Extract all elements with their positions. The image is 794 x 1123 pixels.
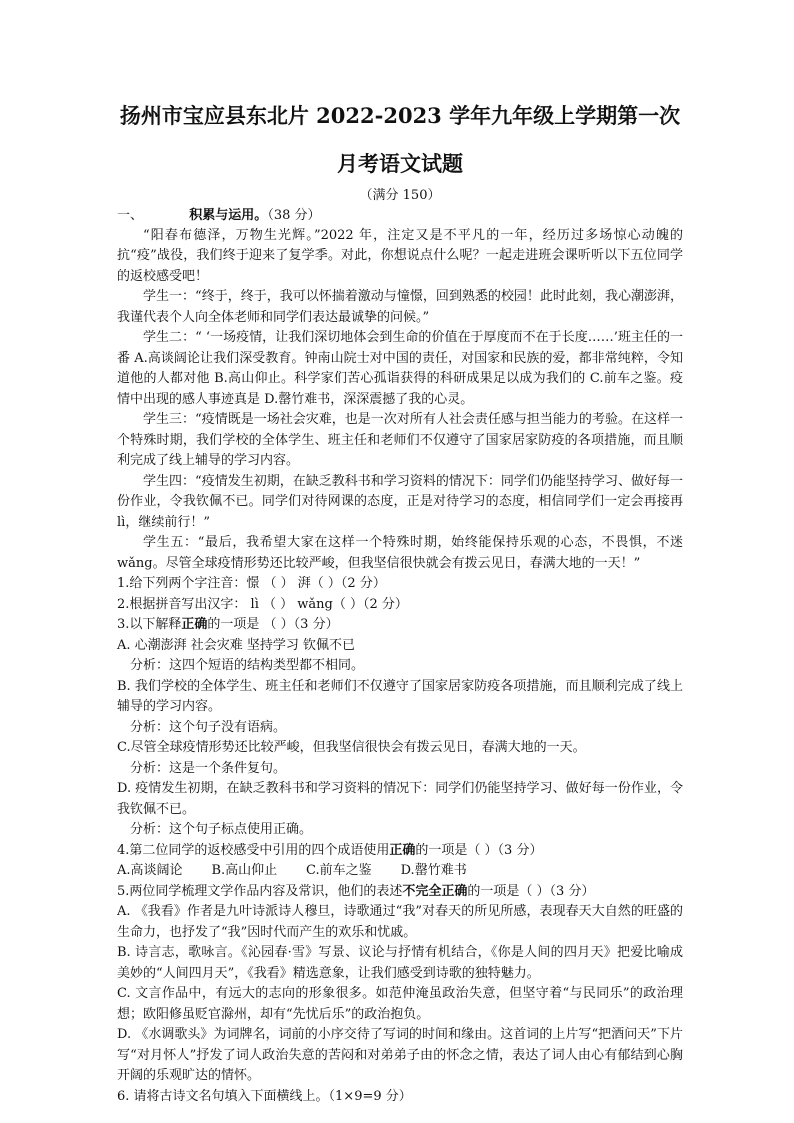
q3-option-c: C.尽管全球疫情形势还比较严峻，但我坚信很快会有拨云见日，春满大地的一天。 <box>117 740 586 756</box>
q3-analysis-a: 分析：这四个短语的结构类型都不相同。 <box>130 658 365 674</box>
section1-heading <box>117 206 683 226</box>
exam-page <box>117 96 683 1107</box>
q4-stem-bold: 正确 <box>389 842 416 858</box>
q3-analysis-b: 分析：这个句子没有语病。 <box>130 719 287 735</box>
section1-title: 积累与运用。 <box>189 207 268 223</box>
question-1: 1.给下列两个字注音：憬 （ ） 湃（ ）（2 分） <box>117 576 386 592</box>
q4-stem-post: 的一项是（ ）（3 分） <box>415 842 543 858</box>
section1-points: （38 分） <box>267 207 321 223</box>
q3-option-d: D. 疫情发生初期，在缺乏教科书和学习资料的情况下：同学们仍能坚持学习、做好每一份作业，令我钦佩不已。 <box>117 781 683 817</box>
question-2: 2.根据拼音写出汉字： lì （ ） wǎng（ ）（2 分） <box>117 596 408 612</box>
intro-paragraph: “阳春布德泽，万物生光辉。”2022 年，注定又是不平凡的一年，经历过多场惊心动魄的抗“疫”战役，我们终于迎来了复学季。对此，你想说点什么呢？一起走进班会课听听以下五位同学的返校感受吧！ <box>117 227 683 284</box>
q3-option-a: A. 心潮澎湃 社会灾难 坚持学习 钦佩不已 <box>117 637 356 653</box>
question-4-stem <box>117 841 683 862</box>
q5-stem-post: 的一项是（ ）（3 分） <box>467 883 595 899</box>
q4-options: A.高谈阔论 B.高山仰止 C.前车之鉴 D.罄竹难书 <box>117 863 467 879</box>
q5-option-a: A. 《我看》作者是九叶诗派诗人穆旦，诗歌通过“我”对春天的所见所感，表现春天大自然的旺盛的生命力，也抒发了“我”因时代而产生的欢乐和忧戚。 <box>117 904 683 940</box>
question-6: 6. 请将古诗文名句填入下面横线上。（1×9=9 分） <box>117 1088 412 1104</box>
full-score: （满分 150） <box>359 187 441 203</box>
q4-stem-pre: 4.第二位同学的返校感受中引用的四个成语使用 <box>117 842 390 858</box>
question-3-stem <box>117 615 683 636</box>
q5-option-c: C. 文言作品中，有远大的志向的形象很多。如范仲淹虽政治失意，但坚守着“与民同乐”的政治理想；欧阳修虽贬官滁州，却有“先忧后乐”的政治抱负。 <box>117 986 683 1022</box>
section1-number: 一、 <box>117 207 144 223</box>
exam-title-line1: 扬州市宝应县东北片 2022-2023 学年九年级上学期第一次 <box>119 103 681 128</box>
exam-title-line2: 月考语文试题 <box>337 150 463 176</box>
q5-stem-pre: 5.两位同学梳理文学作品内容及常识，他们的表述 <box>117 883 403 899</box>
q3-stem-bold: 正确 <box>181 617 208 633</box>
q5-stem-bold: 不完全正确 <box>402 883 468 899</box>
student3-paragraph: 学生三：“疫情既是一场社会灾难，也是一次对所有人社会责任感与担当能力的考验。在这样一个特殊时期，我们学校的全体学生、班主任和老师们不仅遵守了国家居家防疫的各项措施，而且顺利完成了线上辅导的学习内容。 <box>117 412 683 469</box>
student1-paragraph: 学生一：“终于，终于，我可以怀揣着激动与憧憬，回到熟悉的校园！此时此刻，我心潮澎湃，我谨代表个人向全体老师和同学们表达最诚挚的问候。” <box>117 289 683 325</box>
exam-title <box>117 96 683 184</box>
question-5-stem <box>117 882 683 903</box>
q5-option-b: B. 诗言志，歌咏言。《沁园春·雪》写景、议论与抒情有机结合，《你是人间的四月天》把爱比喻成美妙的“人间四月天”，《我看》精选意象，让我们感受到诗歌的独特魅力。 <box>117 945 683 981</box>
student2-paragraph: 学生二：“ ‘一场疫情，让我们深切地体会到生命的价值在于厚度而不在于长度……’班主任的一番 A.高谈阔论让我们深受教育。钟南山院士对中国的责任，对国家和民族的爱，都非常纯粹，令知道他的人都对他 B.高山仰止。科学家们苦心孤诣获得的科研成果足以成为我们的 C.前车之鉴。疫情中出现的感人事迹真是 D.罄竹难书，深深震撼了我的心灵。 <box>117 330 683 407</box>
q5-option-d: D. 《水调歌头》为词牌名，词前的小序交待了写词的时间和缘由。这首词的上片写“把酒问天”下片写“对月怀人”抒发了词人政治失意的苦闷和对弟弟子由的怀念之情，表达了词人由心有郁结到心胸开阔的乐观旷达的情怀。 <box>117 1027 683 1084</box>
q3-stem-post: 的一项是 （ ）（3 分） <box>207 617 339 633</box>
q3-analysis-c: 分析：这是一个条件复句。 <box>130 760 287 776</box>
q3-option-b: B. 我们学校的全体学生、班主任和老师们不仅遵守了国家居家防疫各项措施，而且顺利完成了线上辅导的学习内容。 <box>117 678 683 715</box>
q3-stem-pre: 3.以下解释 <box>117 617 182 633</box>
q3-analysis-d: 分析：这个句子标点使用正确。 <box>130 822 313 838</box>
student5-paragraph: 学生五：“最后，我希望大家在这样一个特殊时期，始终能保持乐观的心态，不畏惧，不迷 wǎng。尽管全球疫情形势还比较严峻，但我坚信很快就会有拨云见日，春满大地的一天！” <box>117 535 683 571</box>
student4-paragraph: 学生四：“疫情发生初期，在缺乏教科书和学习资料的情况下：同学们仍能坚持学习、做好每一份作业，令我钦佩不已。同学们对待网课的态度，正是对待学习的态度，相信同学们一定会再接再 lì，继续前行！” <box>117 473 683 530</box>
